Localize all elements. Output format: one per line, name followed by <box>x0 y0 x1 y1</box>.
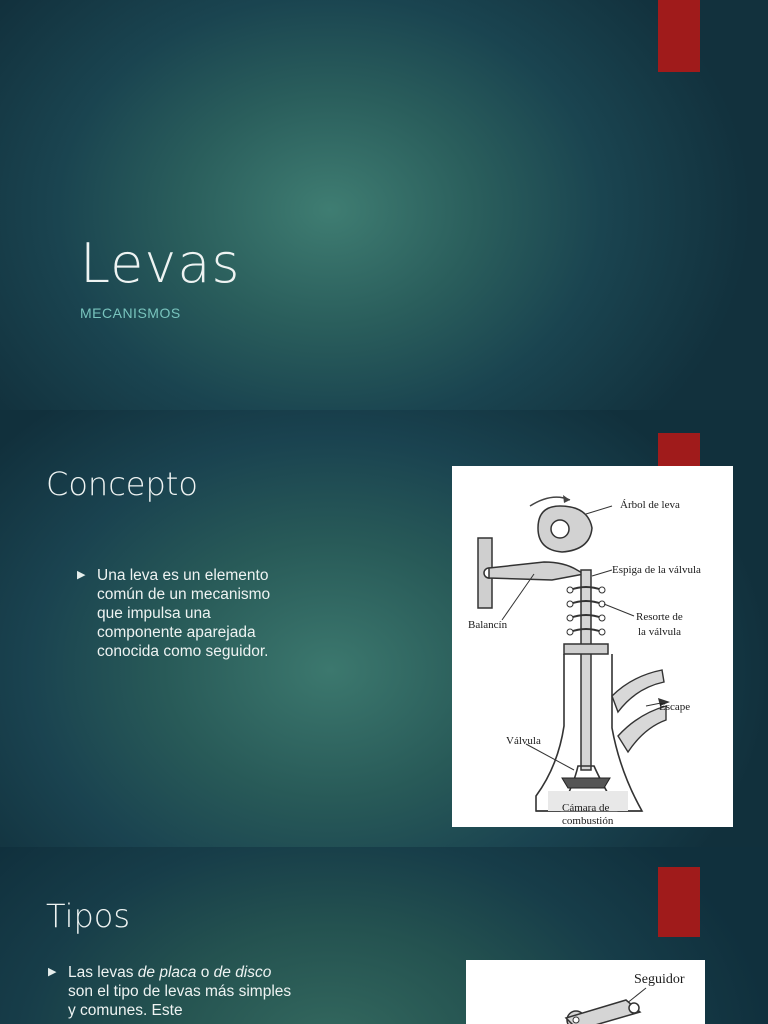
bullet-text-emphasis: de disco <box>213 964 272 981</box>
slide-accent-tab <box>658 867 700 937</box>
bullet-item <box>48 963 298 1020</box>
label-arbol: Árbol de leva <box>620 499 680 511</box>
slide-heading: Concepto <box>46 465 198 503</box>
label-resorte-1: Resorte de <box>636 611 683 623</box>
slide-title: Levas <box>80 232 241 295</box>
label-camara-2: combustión <box>562 815 614 827</box>
bullet-text-emphasis: de placa <box>137 964 197 981</box>
slide-accent-tab <box>658 0 700 72</box>
bullet-arrow-icon: ▶ <box>77 569 86 581</box>
bullet-item <box>77 566 277 661</box>
label-espiga: Espiga de la válvula <box>612 564 701 576</box>
cam-valve-figure <box>452 466 733 827</box>
bullet-text-part: o <box>196 964 214 981</box>
label-valvula: Válvula <box>506 735 541 747</box>
bullet-text-part: son el tipo de levas más simples y comunes. Este <box>68 983 292 1019</box>
label-resorte-2: la válvula <box>638 626 682 638</box>
slide-subtitle: MECANISMOS <box>80 305 181 321</box>
plate-cam-figure <box>466 960 705 1024</box>
slide-accent-tab <box>658 433 700 469</box>
label-seguidor: Seguidor <box>634 972 685 987</box>
concepto-slide <box>0 410 768 847</box>
valve-mechanism-diagram <box>452 466 733 827</box>
label-balancin: Balancín <box>468 619 508 631</box>
bullet-text-part: Las levas <box>68 964 138 981</box>
title-slide <box>0 0 768 410</box>
plate-cam-diagram <box>466 960 705 1024</box>
label-escape: Escape <box>659 701 691 713</box>
bullet-arrow-icon: ▶ <box>48 966 57 978</box>
slide-heading: Tipos <box>46 897 131 935</box>
label-camara-1: Cámara de <box>562 802 610 814</box>
tipos-slide <box>0 847 768 1024</box>
bullet-text: Una leva es un elemento común de un mecanismo que impulsa una componente aparejada conocida como seguidor. <box>97 567 271 660</box>
